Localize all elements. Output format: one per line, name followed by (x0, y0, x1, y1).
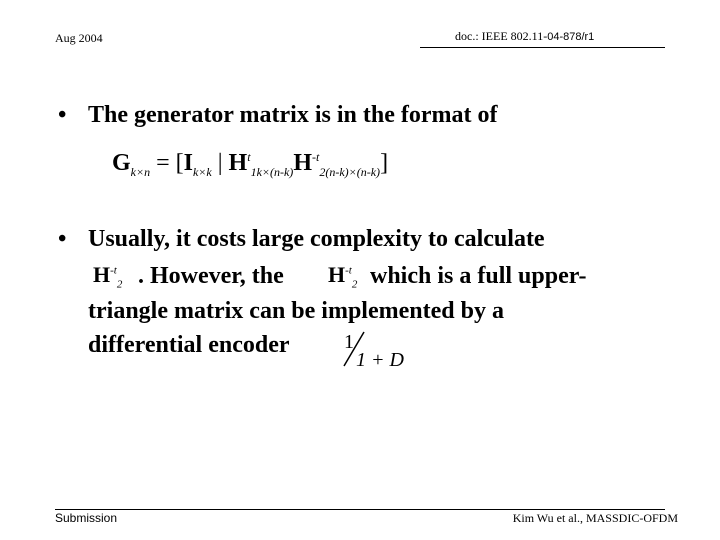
eq-open: = [ (156, 150, 184, 176)
h2-2-H: H (328, 262, 346, 287)
eq-close: ] (380, 150, 389, 176)
bullet-text-1: The generator matrix is in the format of (88, 102, 498, 128)
eq-I-sub: k×k (192, 164, 212, 179)
fraction-numerator: 1 (344, 331, 354, 353)
eq-H2-sub: 2 (319, 164, 326, 179)
footer-submission: Submission (55, 511, 118, 525)
inline-matrix-h2-1 (93, 262, 122, 290)
generator-matrix-equation (112, 150, 388, 180)
header-doc-id (455, 29, 594, 44)
eq-I: I (183, 150, 193, 176)
eq-H2: H (293, 150, 312, 176)
h2-1-sub: 2 (116, 278, 123, 291)
eq-H2-dims: (n-k)×(n-k) (325, 164, 381, 179)
bullet-marker-2: • (58, 226, 67, 252)
bullet-2-line-3: triangle matrix can be implemented by a (88, 298, 504, 324)
h2-1-sup: -t (110, 264, 117, 277)
bullet-2-line-2b: which is a full upper- (370, 263, 587, 289)
eq-H1: H (228, 150, 248, 176)
eq-H1-sub: 1 (250, 164, 257, 179)
footer-author: Kim Wu et al., MASSDIC-OFDM (512, 511, 678, 525)
h2-2-sup: -t (345, 264, 352, 277)
eq-bar: | (211, 150, 229, 176)
inline-matrix-h2-2 (328, 262, 357, 290)
eq-G-sub: k×n (130, 164, 151, 179)
bullet-2-line-4: differential encoder (88, 332, 290, 358)
h2-2-sub: 2 (351, 278, 358, 291)
doc-prefix: doc.: IEEE 802.11- (455, 29, 548, 43)
header-date: Aug 2004 (55, 31, 103, 45)
doc-number: 04-878/r1 (547, 31, 595, 43)
eq-H1-sup: t (247, 150, 251, 164)
bullet-2-line-2a: . However, the (138, 263, 284, 289)
fraction-denominator: 1 + D (356, 349, 404, 371)
header-rule (420, 47, 665, 48)
differential-encoder-fraction (338, 328, 428, 372)
h2-1-H: H (93, 262, 111, 287)
eq-G: G (112, 150, 131, 176)
eq-H2-sup: -t (311, 150, 320, 164)
bullet-marker-1: • (58, 102, 67, 128)
footer-rule (55, 509, 665, 510)
eq-H1-dims: k×(n-k) (256, 164, 294, 179)
bullet-2-line-1: Usually, it costs large complexity to calculate (88, 226, 545, 252)
